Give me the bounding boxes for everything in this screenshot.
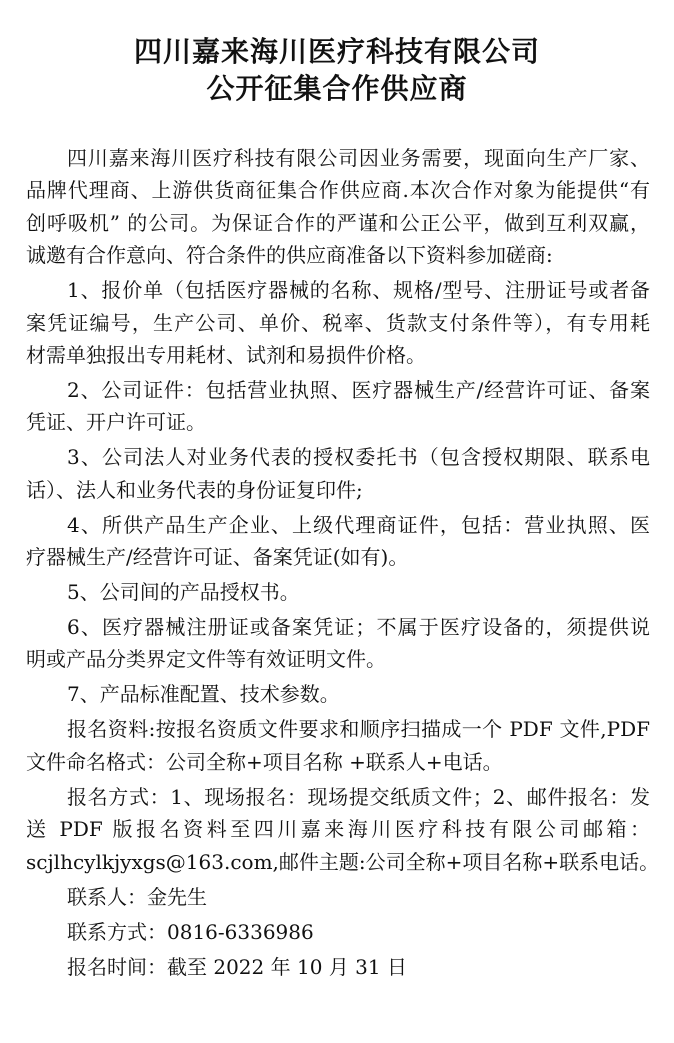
paragraph-line: 品牌代理商、上游供货商征集合作供应商.本次合作对象为能提供“有 <box>26 178 650 203</box>
paragraph-line: 报名时间：截至 2022 年 10 月 31 日 <box>67 954 407 979</box>
paragraph-line: 1、报价单（包括医疗器械的名称、规格/型号、注册证号或者备 <box>67 278 650 303</box>
paragraph <box>26 713 650 778</box>
paragraph-line: 联系人：金先生 <box>67 884 207 909</box>
document-body <box>26 142 660 985</box>
paragraph-line: 4、所供产品生产企业、上级代理商证件，包括：营业执照、医 <box>67 512 650 537</box>
paragraph <box>26 374 650 439</box>
paragraph <box>26 576 650 608</box>
paragraph-line: 疗器械生产/经营许可证、备案凭证(如有)。 <box>26 545 409 570</box>
document-title-line-1: 四川嘉来海川医疗科技有限公司 <box>133 35 540 68</box>
paragraph-line: 话）、法人和业务代表的身份证复印件; <box>26 477 363 502</box>
paragraph-line: 案凭证编号，生产公司、单价、税率、货款支付条件等），有专用耗 <box>26 310 650 335</box>
paragraph-line: 明或产品分类界定文件等有效证明文件。 <box>26 647 386 672</box>
paragraph-line: 7、产品标准配置、技术参数。 <box>67 682 340 707</box>
paragraph <box>26 509 650 574</box>
paragraph-line: 联系方式：0816-6336986 <box>67 919 314 944</box>
paragraph <box>26 951 650 983</box>
paragraph-line: 材需单独报出专用耗材、试剂和易损件价格。 <box>26 342 426 367</box>
paragraph <box>26 441 650 506</box>
paragraph <box>26 142 650 272</box>
paragraph-line: 凭证、开户许可证。 <box>26 410 206 435</box>
paragraph-line: 四川嘉来海川医疗科技有限公司因业务需要，现面向生产厂家、 <box>67 146 650 170</box>
paragraph-line: 报名资料:按报名资质文件要求和顺序扫描成一个 PDF 文件,PDF <box>67 717 650 742</box>
paragraph-line: scjlhcylkjyxgs@163.com,邮件主题:公司全称+项目名称+联系电话。 <box>26 849 660 874</box>
paragraph <box>26 678 650 710</box>
document-title-line-2: 公开征集合作供应商 <box>206 72 468 105</box>
paragraph-line: 5、公司间的产品授权书。 <box>67 580 300 605</box>
paragraph-line: 送 PDF 版报名资料至四川嘉来海川医疗科技有限公司邮箱： <box>26 817 650 842</box>
paragraph-line: 诚邀有合作意向、符合条件的供应商准备以下资料参加磋商: <box>26 243 553 268</box>
paragraph-line: 文件命名格式：公司全称+项目名称 +联系人+电话。 <box>26 749 503 774</box>
paragraph-line: 2、公司证件：包括营业执照、医疗器械生产/经营许可证、备案 <box>67 377 650 402</box>
paragraph <box>26 274 650 371</box>
paragraph-line: 创呼吸机” 的公司。为保证合作的严谨和公正公平，做到互利双赢， <box>26 210 650 235</box>
paragraph <box>26 781 660 878</box>
paragraph-line: 6、医疗器械注册证或备案凭证；不属于医疗设备的，须提供说 <box>67 615 650 640</box>
paragraph <box>26 881 650 913</box>
paragraph-line: 3、公司法人对业务代表的授权委托书（包含授权期限、联系电 <box>67 445 650 470</box>
paragraph-line: 报名方式：1、现场报名：现场提交纸质文件；2、邮件报名：发 <box>67 784 650 809</box>
paragraph <box>26 611 650 676</box>
paragraph <box>26 916 650 948</box>
